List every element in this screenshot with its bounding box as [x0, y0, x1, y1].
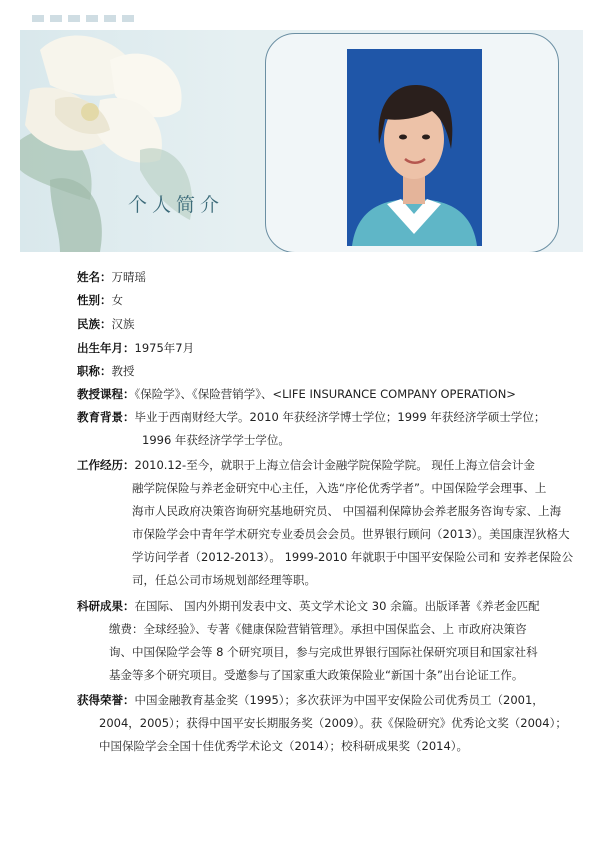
education-line: 1996 年获经济学学士学位。: [142, 433, 290, 447]
research-line: 缴费：全球经验》、专著《健康保险营销管理》。承担中国保监会、上 市政府决策咨: [109, 622, 527, 636]
work-section: [77, 454, 574, 592]
name-label: 姓名：: [77, 270, 112, 284]
ethnicity-label: 民族：: [77, 317, 112, 331]
courses-label: 教授课程：: [77, 387, 135, 401]
work-line: 融学院保险与养老金研究中心主任，入选“序伦优秀学者”。中国保险学会理事、上: [132, 481, 547, 495]
honors-line: 中国金融教育基金奖（1995）；多次获评为中国平安保险公司优秀员工（2001，: [134, 693, 544, 707]
research-section: [77, 595, 567, 687]
work-line: 市保险学会中青年学术研究专业委员会会员。世界银行顾问（2013）。美国康涅狄格大: [132, 527, 570, 541]
gender-value: 女: [111, 293, 123, 307]
courses-value: 《保险学》、《保险营销学》、<LIFE INSURANCE COMPANY OPERATION>: [134, 387, 516, 401]
gender-row: [77, 288, 123, 312]
birth-label: 出生年月：: [77, 341, 135, 355]
work-line: 2010.12-至今，就职于上海立信会计金融学院保险学院。 现任上海立信会计金: [134, 458, 535, 472]
research-line: 基金等多个研究项目。受邀参与了国家重大政策保险业“新国十条”出台论证工作。: [109, 668, 524, 682]
education-line: 毕业于西南财经大学。2010 年获经济学博士学位；1999 年获经济学硕士学位；: [134, 410, 546, 424]
honors-line: 中国保险学会全国十佳优秀学术论文（2014）；校科研成果奖（2014）。: [99, 739, 469, 753]
academic-title-value: 教授: [111, 364, 135, 378]
honors-section: [77, 689, 567, 758]
name-row: [77, 265, 146, 289]
research-label: 科研成果：: [77, 599, 135, 613]
name-value: 万晴瑶: [111, 270, 146, 284]
ethnicity-row: [77, 312, 135, 336]
honors-label: 获得荣誉：: [77, 693, 135, 707]
work-line: 学访问学者（2012-2013）。 1999-2010 年就职于中国平安保险公司和 安养老保险公: [132, 550, 574, 564]
work-label: 工作经历：: [77, 458, 135, 472]
research-line: 在国际、 国内外期刊发表中文、英文学术论文 30 余篇。出版译著《养老金匹配: [134, 599, 540, 613]
honors-line: 2004，2005）；获得中国平安长期服务奖（2009）。获《保险研究》优秀论文奖（2004）；: [99, 716, 567, 730]
education-label: 教育背景：: [77, 410, 135, 424]
magnolia-flower-illustration: [20, 30, 220, 252]
banner-title: 个人简介: [128, 194, 225, 216]
decorative-dots: [32, 15, 134, 22]
photo-frame: [265, 33, 559, 252]
gender-label: 性别：: [77, 293, 112, 307]
birth-row: [77, 336, 194, 360]
research-line: 询、中国保险学会等 8 个研究项目，参与完成世界银行国际社保研究项目和国家社科: [109, 645, 538, 659]
education-section: [77, 406, 567, 452]
profile-photo: [347, 49, 482, 246]
work-line: 司，任总公司市场规划部经理等职。: [132, 573, 316, 587]
header-banner: [20, 30, 583, 252]
birth-value: 1975年7月: [134, 341, 195, 355]
academic-title-label: 职称：: [77, 364, 112, 378]
ethnicity-value: 汉族: [111, 317, 135, 331]
courses-row: [77, 382, 516, 406]
title-row: [77, 359, 135, 383]
work-line: 海市人民政府决策咨询研究基地研究员、 中国福利保障协会养老服务咨询专家、上海: [132, 504, 562, 518]
